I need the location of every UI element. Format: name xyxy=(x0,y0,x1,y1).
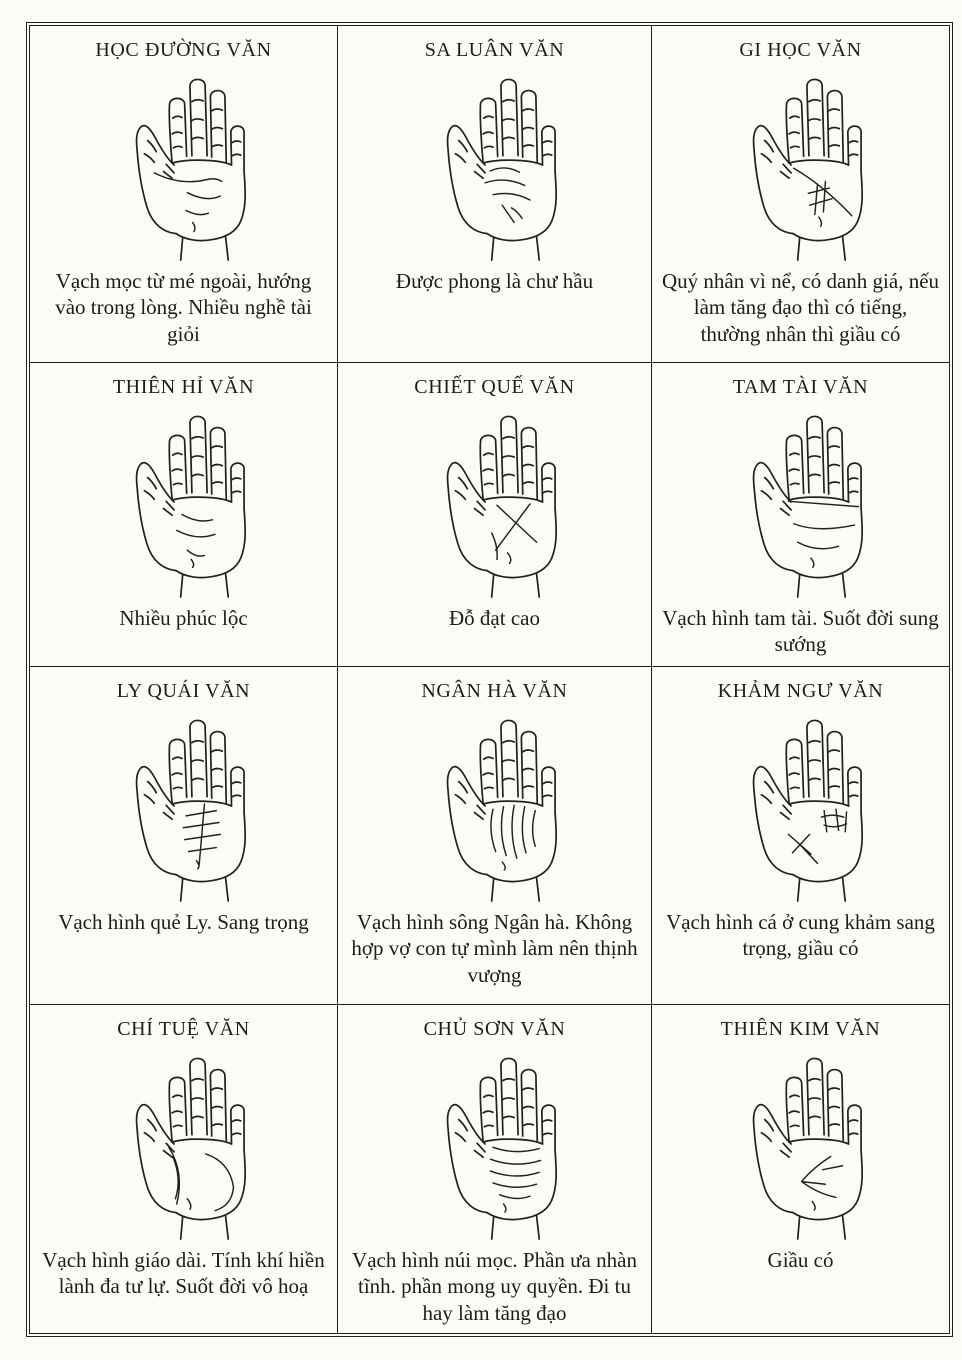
diagram-description: Vạch hình cá ở cung khảm sang trọng, giầu có xyxy=(666,910,935,961)
palm-hand-icon xyxy=(108,1043,260,1241)
diagram-title: TAM TÀI VĂN xyxy=(732,376,869,398)
table-cell xyxy=(30,667,338,1005)
diagram-title: THIÊN HỈ VĂN xyxy=(112,376,255,398)
table-cell xyxy=(338,1005,652,1333)
palm-lines xyxy=(490,1147,540,1212)
diagram-title: GI HỌC VĂN xyxy=(739,39,862,61)
palm-lines xyxy=(491,504,536,563)
diagram-title: CHIẾT QUẾ VĂN xyxy=(414,376,575,398)
table-cell xyxy=(30,363,338,667)
hand-diagram xyxy=(419,64,571,262)
diagram-description: Đỗ đạt cao xyxy=(449,606,540,630)
table-cell xyxy=(652,363,949,667)
diagram-title: LY QUÁI VĂN xyxy=(116,680,251,702)
palm-lines xyxy=(485,168,530,222)
palm-hand-icon xyxy=(725,1043,877,1241)
diagram-description: Giầu có xyxy=(767,1248,834,1272)
palm-lines xyxy=(176,515,214,568)
hand-diagram xyxy=(725,401,877,599)
hand-diagram xyxy=(108,1043,260,1241)
palm-lines xyxy=(788,809,846,863)
palm-hand-icon xyxy=(419,401,571,599)
table-cell xyxy=(30,26,338,363)
diagram-description: Vạch hình giáo dài. Tính khí hiền lành đa tư lự. Suốt đời vô hoạ xyxy=(42,1248,325,1299)
diagram-description: Nhiều phúc lộc xyxy=(119,606,248,630)
palm-hand-icon xyxy=(108,401,260,599)
diagram-title: SA LUÂN VĂN xyxy=(424,39,565,61)
hand-diagram xyxy=(419,705,571,903)
table-cell xyxy=(30,1005,338,1333)
hand-diagram xyxy=(419,401,571,599)
diagram-title: KHẢM NGƯ VĂN xyxy=(717,680,884,702)
palm-lines xyxy=(801,1157,842,1210)
table-cell xyxy=(338,26,652,363)
hand-diagram xyxy=(108,64,260,262)
diagram-title: NGÂN HÀ VĂN xyxy=(421,680,568,702)
palm-hand-icon xyxy=(108,705,260,903)
diagram-description: Vạch hình sông Ngân hà. Không hợp vợ con tự mình làm nên thịnh vượng xyxy=(351,910,638,987)
diagram-description: Vạch hình quẻ Ly. Sang trọng xyxy=(58,910,309,934)
hand-diagram xyxy=(725,64,877,262)
palm-hand-icon xyxy=(725,401,877,599)
palmistry-table xyxy=(26,22,953,1337)
diagram-description: Vạch hình tam tài. Suốt đời sung sướng xyxy=(662,606,939,657)
hand-diagram xyxy=(725,1043,877,1241)
table-cell xyxy=(652,667,949,1005)
palm-lines xyxy=(183,804,220,869)
palm-hand-icon xyxy=(419,1043,571,1241)
diagram-description: Quý nhân vì nể, có danh giá, nếu làm tăng đạo thì có tiếng, thường nhân thì giầu có xyxy=(662,269,940,346)
palm-hand-icon xyxy=(725,64,877,262)
table-cell xyxy=(652,26,949,363)
diagram-description: Vạch hình núi mọc. Phần ưa nhàn tĩnh. phần mong uy quyền. Đi tu hay làm tăng đạo xyxy=(352,1248,637,1325)
table-cell xyxy=(652,1005,949,1333)
palm-hand-icon xyxy=(419,64,571,262)
diagram-title: CHỦ SƠN VĂN xyxy=(423,1018,566,1040)
palm-lines xyxy=(788,501,858,567)
palm-hand-icon xyxy=(725,705,877,903)
table-cell xyxy=(338,363,652,667)
palm-lines xyxy=(168,1147,233,1210)
hand-diagram xyxy=(108,401,260,599)
table-cell xyxy=(338,667,652,1005)
diagram-description: Vạch mọc từ mé ngoài, hướng vào trong lòng. Nhiều nghề tài giỏi xyxy=(55,269,312,346)
diagram-title: CHÍ TUỆ VĂN xyxy=(117,1018,250,1040)
diagram-title: THIÊN KIM VĂN xyxy=(720,1018,881,1040)
palm-hand-icon xyxy=(108,64,260,262)
palm-lines xyxy=(490,805,534,870)
palm-lines xyxy=(154,173,221,232)
diagram-description: Được phong là chư hầu xyxy=(395,269,594,293)
hand-diagram xyxy=(725,705,877,903)
diagram-title: HỌC ĐƯỜNG VĂN xyxy=(95,39,272,61)
hand-diagram xyxy=(108,705,260,903)
hand-diagram xyxy=(419,1043,571,1241)
palm-lines xyxy=(793,168,851,226)
palm-hand-icon xyxy=(419,705,571,903)
